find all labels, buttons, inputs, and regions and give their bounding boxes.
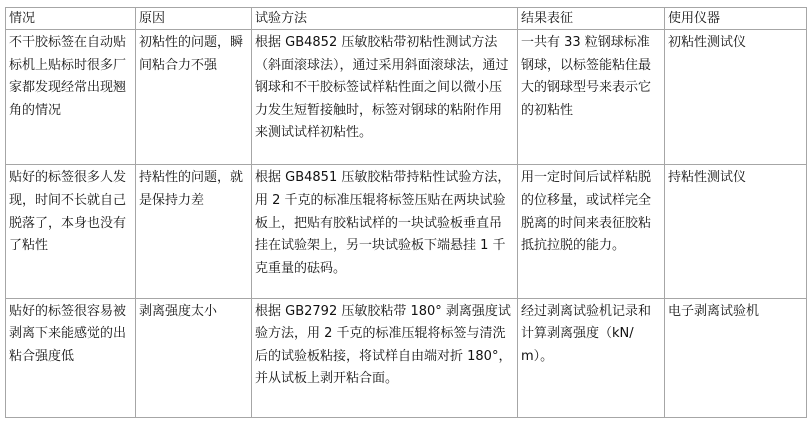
header-row — [6, 8, 807, 30]
situation-cell: 贴好的标签很多人发现，时间不长就自己脱落了，本身也没有了粘性 — [6, 165, 136, 298]
table-row — [6, 298, 807, 417]
result-cell: 一共有 33 粒钢球标准钢球，以标签能粘住最大的钢球型号来表示它的初粘性 — [518, 30, 665, 165]
header-result: 结果表征 — [518, 8, 665, 30]
method-cell: 根据 GB4852 压敏胶粘带初粘性测试方法（斜面滚球法），通过采用斜面滚球法，通过钢球和不干胶标签试样粘性面之间以微小压力发生短暂接触时，标签对钢球的粘附作用来测试试样初粘性。 — [252, 30, 518, 165]
cause-cell: 持粘性的问题，就是保持力差 — [136, 165, 252, 298]
cause-cell: 初粘性的问题，瞬间粘合力不强 — [136, 30, 252, 165]
method-cell: 根据 GB4851 压敏胶粘带持粘性试验方法，用 2 千克的标准压辊将标签压贴在两块试验板上，把贴有胶粘试样的一块试验板垂直吊挂在试验架上，另一块试验板下端悬挂 1 千克重量的砝码。 — [252, 165, 518, 298]
situation-cell: 不干胶标签在自动贴标机上贴标时很多厂家都发现经常出现翘角的情况 — [6, 30, 136, 165]
test-methods-table — [5, 7, 807, 418]
cause-cell: 剥离强度太小 — [136, 298, 252, 417]
result-cell: 用一定时间后试样粘脱的位移量，或试样完全脱离的时间来表征胶粘抵抗拉脱的能力。 — [518, 165, 665, 298]
table-row — [6, 30, 807, 165]
header-cause: 原因 — [136, 8, 252, 30]
situation-cell: 贴好的标签很容易被剥离下来能感觉的出粘合强度低 — [6, 298, 136, 417]
table-row — [6, 165, 807, 298]
method-cell: 根据 GB2792 压敏胶粘带 180° 剥离强度试验方法，用 2 千克的标准压辊将标签与清洗后的试验板粘接，将试样自由端对折 180°，并从试板上剥开粘合面。 — [252, 298, 518, 417]
header-instrument: 使用仪器 — [665, 8, 807, 30]
instrument-cell: 电子剥离试验机 — [665, 298, 807, 417]
result-cell: 经过剥离试验机记录和计算剥离强度（kN/m）。 — [518, 298, 665, 417]
instrument-cell: 持粘性测试仪 — [665, 165, 807, 298]
header-test-method: 试验方法 — [252, 8, 518, 30]
header-situation: 情况 — [6, 8, 136, 30]
instrument-cell: 初粘性测试仪 — [665, 30, 807, 165]
